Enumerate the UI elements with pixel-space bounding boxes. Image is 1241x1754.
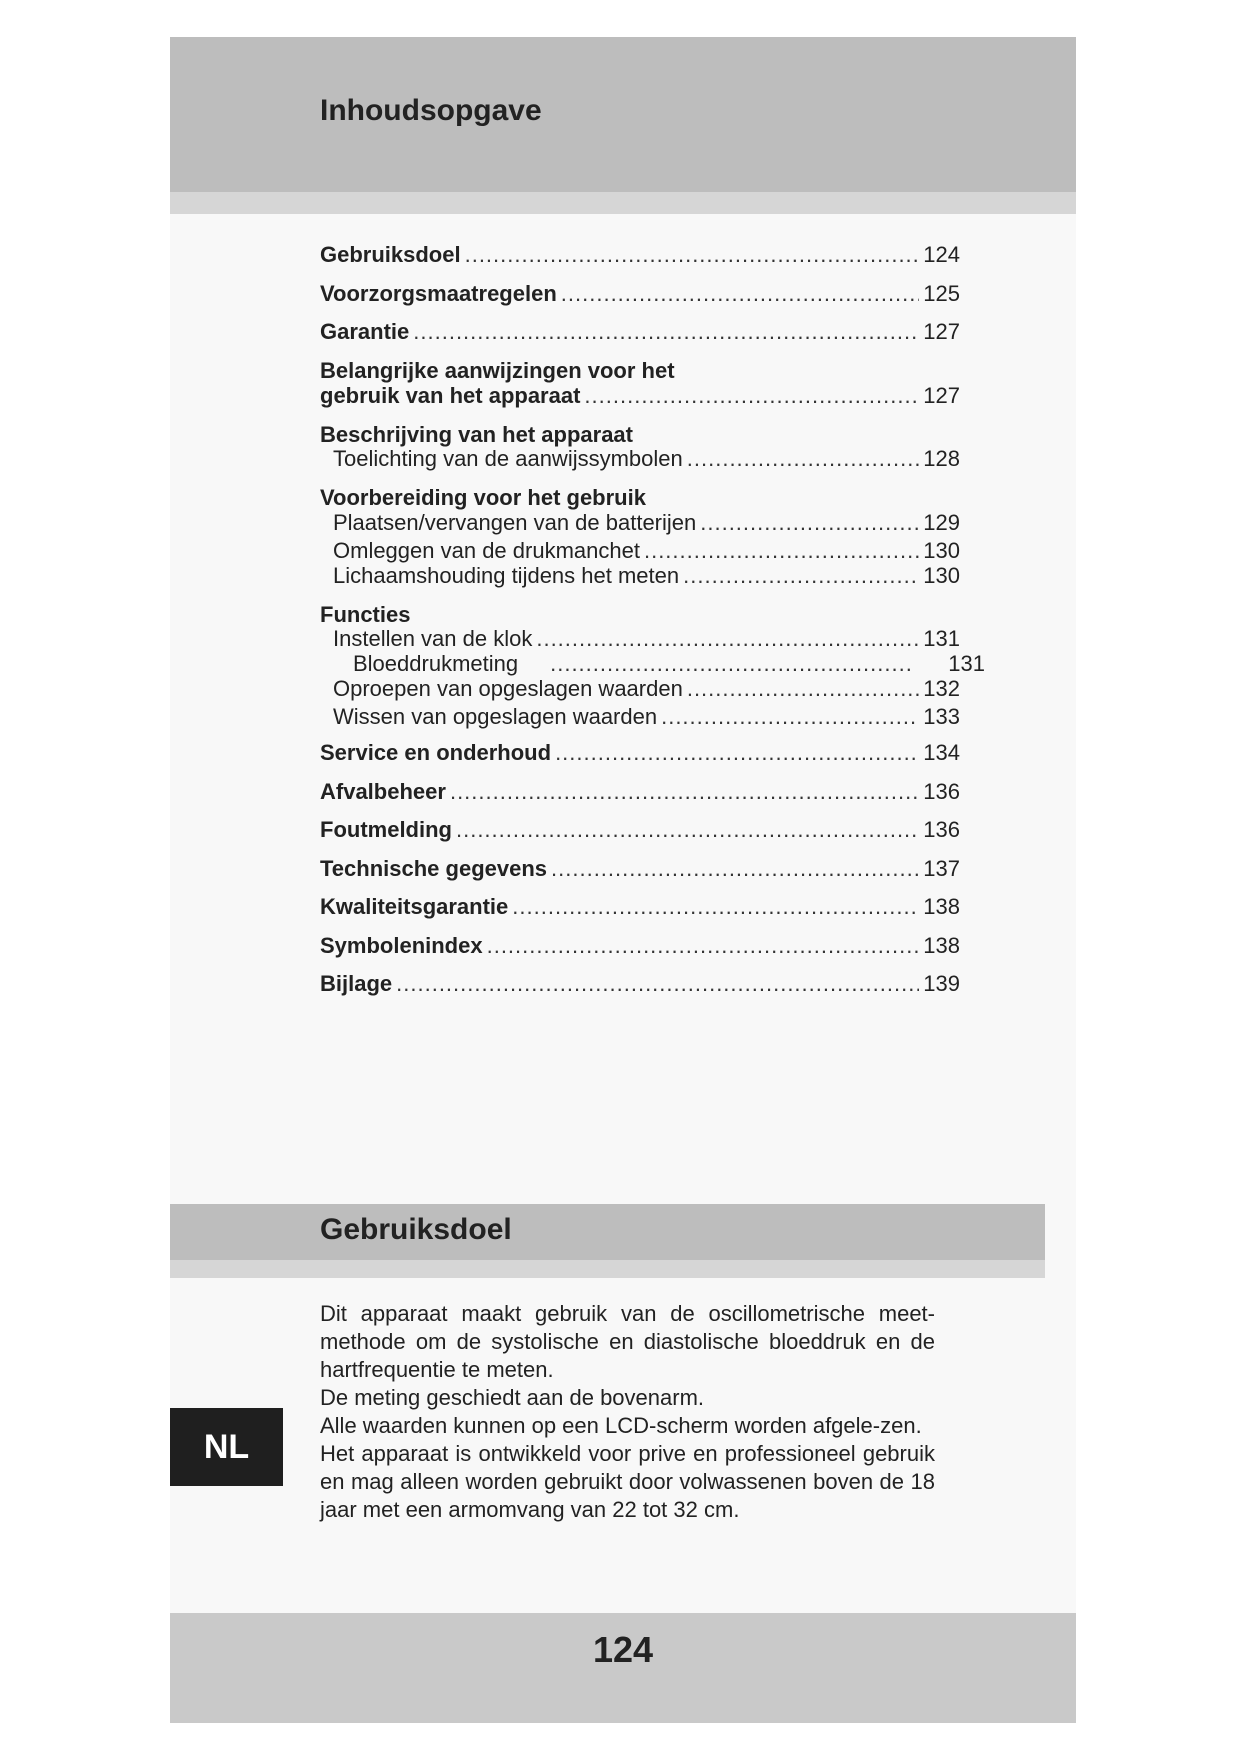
toc-entry-belangrijke[interactable]: gebruik van het apparaat ..... 127 [320, 383, 960, 411]
language-tab: NL [170, 1408, 283, 1486]
toc-heading-beschrijving[interactable]: Beschrijving van het apparaat [320, 422, 633, 447]
body-paragraph-1: Dit apparaat maakt gebruik van de oscillometrische meet-methode om de systolische en diastolische bloeddruk en de hartfrequentie te meten. [320, 1301, 935, 1382]
toc-subentry-klok[interactable]: Instellen van de klok ..... 131 [320, 626, 960, 654]
toc-entry-foutmelding[interactable]: Foutmelding ..... 136 [320, 817, 960, 845]
toc-title: Inhoudsopgave [320, 94, 542, 127]
section-header-strip [170, 1260, 1045, 1278]
toc-entry-service[interactable]: Service en onderhoud ..... 134 [320, 740, 960, 768]
toc-heading-voorbereiding[interactable]: Voorbereiding voor het gebruik [320, 485, 646, 510]
toc-entry-technische-gegevens[interactable]: Technische gegevens ..... 137 [320, 856, 960, 884]
page-number: 124 [592, 1629, 654, 1670]
header-band [170, 37, 1076, 192]
toc-subentry-batterijen[interactable]: Plaatsen/vervangen van de batterijen ..... 129 [320, 510, 960, 538]
toc-subentry-drukmanchet[interactable]: Omleggen van de drukmanchet ..... 130 [320, 538, 960, 566]
toc-entry-afvalbeheer[interactable]: Afvalbeheer ..... 136 [320, 779, 960, 807]
toc-entry-garantie[interactable]: Garantie ..... 127 [320, 319, 960, 347]
toc-subentry-aanwijssymbolen[interactable]: Toelichting van de aanwijssymbolen ..... 128 [320, 446, 960, 474]
toc-entry-bijlage[interactable]: Bijlage ..... 139 [320, 971, 960, 999]
toc-entry-gebruiksdoel[interactable]: Gebruiksdoel ..... 124 [320, 242, 960, 270]
toc-entry-voorzorgsmaatregelen[interactable]: Voorzorgsmaatregelen ..... 125 [320, 281, 960, 309]
manual-page [170, 37, 1076, 1723]
section-body [320, 1300, 935, 1524]
section-title: Gebruiksdoel [320, 1213, 512, 1246]
toc-entry-belangrijke-line1[interactable]: Belangrijke aanwijzingen voor het [320, 358, 675, 383]
toc-entry-symbolenindex[interactable]: Symbolenindex ..... 138 [320, 933, 960, 961]
toc-subentry-bloeddrukmeting[interactable]: Bloeddrukmeting ..... 131 [320, 651, 985, 679]
body-paragraph-3: Alle waarden kunnen op een LCD-scherm worden afgele-zen. [320, 1413, 922, 1438]
section-header-band [170, 1204, 1045, 1260]
body-paragraph-2: De meting geschiedt aan de bovenarm. [320, 1385, 705, 1410]
toc-subentry-oproepen[interactable]: Oproepen van opgeslagen waarden ..... 132 [320, 676, 960, 704]
toc-entry-kwaliteitsgarantie[interactable]: Kwaliteitsgarantie ..... 138 [320, 894, 960, 922]
toc-subentry-wissen[interactable]: Wissen van opgeslagen waarden ..... 133 [320, 704, 960, 732]
header-band-strip [170, 192, 1076, 214]
toc-heading-functies[interactable]: Functies [320, 602, 411, 627]
toc-subentry-lichaamshouding[interactable]: Lichaamshouding tijdens het meten ..... 130 [320, 563, 960, 591]
body-paragraph-4: Het apparaat is ontwikkeld voor prive en professioneel gebruik en mag alleen worden gebruikt door volwassenen boven de 18 jaar met een armomvang van 22 tot 32 cm. [320, 1441, 935, 1522]
